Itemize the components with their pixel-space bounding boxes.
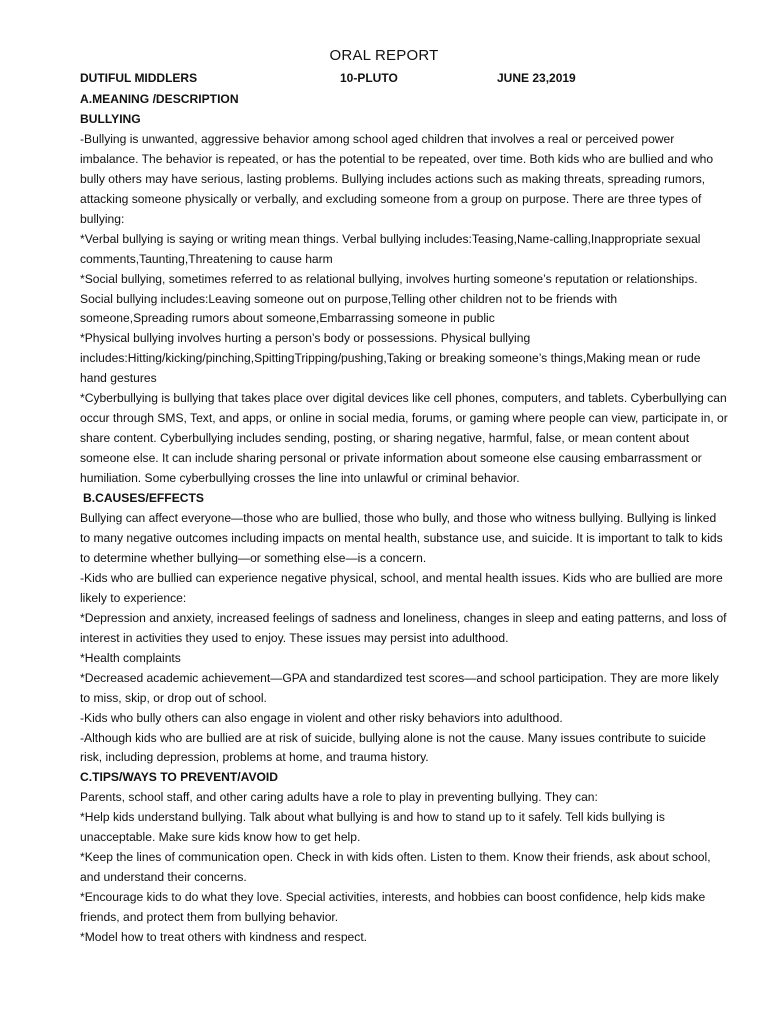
section-a-heading: A.MEANING /DESCRIPTION — [80, 92, 239, 106]
paragraph: *Decreased academic achievement—GPA and standardized test scores—and school participation. They are more likely to miss, skip, or drop out of school. — [80, 670, 719, 705]
paragraph: Parents, school staff, and other caring adults have a role to play in preventing bullying. They can: — [80, 790, 598, 805]
section-b-heading: B.CAUSES/EFFECTS — [83, 491, 204, 506]
class-section: 10-PLUTO — [340, 71, 398, 85]
paragraph: -Although kids who are bullied are at risk of suicide, bullying alone is not the cause. Many issues contribute to suicide risk, including depression, problems at home, and trauma history. — [80, 730, 706, 765]
paragraph: -Bullying is unwanted, aggressive behavior among school aged children that involves a real or perceived power imbalance. The behavior is repeated, or has the potential to be repeated, over time. Both kids who are bullied and who bully others may have serious, lasting problems. Bullying includes actions such as making threats, spreading rumors, attacking someone physically or verbally, and excluding someone from a group on purpose. There are three types of bullying: — [80, 131, 714, 226]
paragraph: -Kids who bully others can also engage in violent and other risky behaviors into adulthood. — [80, 710, 563, 725]
paragraph: *Physical bullying involves hurting a person’s body or possessions. Physical bullying includes:Hitting/kicking/pinching,SpittingTripping/pushing,Taking or breaking someone’s things,Making mean or rude hand gestures — [80, 331, 701, 386]
bullying-label: BULLYING — [80, 111, 141, 126]
group-name: DUTIFUL MIDDLERS — [80, 71, 198, 85]
paragraph: *Encourage kids to do what they love. Special activities, interests, and hobbies can boost confidence, help kids make friends, and protect them from bullying behavior. — [80, 890, 706, 925]
paragraph: *Verbal bullying is saying or writing mean things. Verbal bullying includes:Teasing,Name-calling,Inappropriate sexual comments,Taunting,Threatening to cause harm — [80, 231, 701, 266]
document-title: ORAL REPORT — [329, 47, 439, 64]
report-date: JUNE 23,2019 — [497, 71, 576, 85]
paragraph: *Health complaints — [80, 650, 181, 665]
paragraph: *Depression and anxiety, increased feelings of sadness and loneliness, changes in sleep and eating patterns, and loss of interest in activities they used to enjoy. These issues may persist into adulthood. — [80, 610, 727, 645]
document-body — [80, 90, 728, 948]
paragraph: *Social bullying, sometimes referred to as relational bullying, involves hurting someone’s reputation or relationships. Social bullying includes:Leaving someone out on purpose,Telling other children not to be friends with someone,Spreading rumors about someone,Embarrassing someone in public — [80, 271, 698, 326]
paragraph: Bullying can affect everyone—those who are bullied, those who bully, and those who witness bullying. Bullying is linked to many negative outcomes including impacts on mental health, substance use, and suicide. It is important to talk to kids to determine whether bullying—or something else—is a concern. — [80, 511, 723, 565]
document-header — [80, 71, 720, 91]
paragraph: *Cyberbullying is bullying that takes place over digital devices like cell phones, computers, and tablets. Cyberbullying can occur through SMS, Text, and apps, or online in social media, forums, or gaming where people can view, participate in, or share content. Cyberbullying includes sending, posting, or sharing negative, harmful, false, or mean content about someone else. It can include sharing personal or private information about someone else causing embarrassment or humiliation. Some cyberbullying crosses the line into unlawful or criminal behavior. — [80, 391, 728, 486]
paragraph: *Model how to treat others with kindness and respect. — [80, 930, 368, 945]
paragraph: *Help kids understand bullying. Talk about what bullying is and how to stand up to it safely. Tell kids bullying is unacceptable. Make sure kids know how to get help. — [80, 810, 665, 845]
paragraph: -Kids who are bullied can experience negative physical, school, and mental health issues. Kids who are bullied are more likely to experience: — [80, 570, 723, 605]
section-c-heading: C.TIPS/WAYS TO PREVENT/AVOID — [80, 770, 279, 785]
paragraph: *Keep the lines of communication open. Check in with kids often. Listen to them. Know their friends, ask about school, and understand their concerns. — [80, 850, 711, 885]
